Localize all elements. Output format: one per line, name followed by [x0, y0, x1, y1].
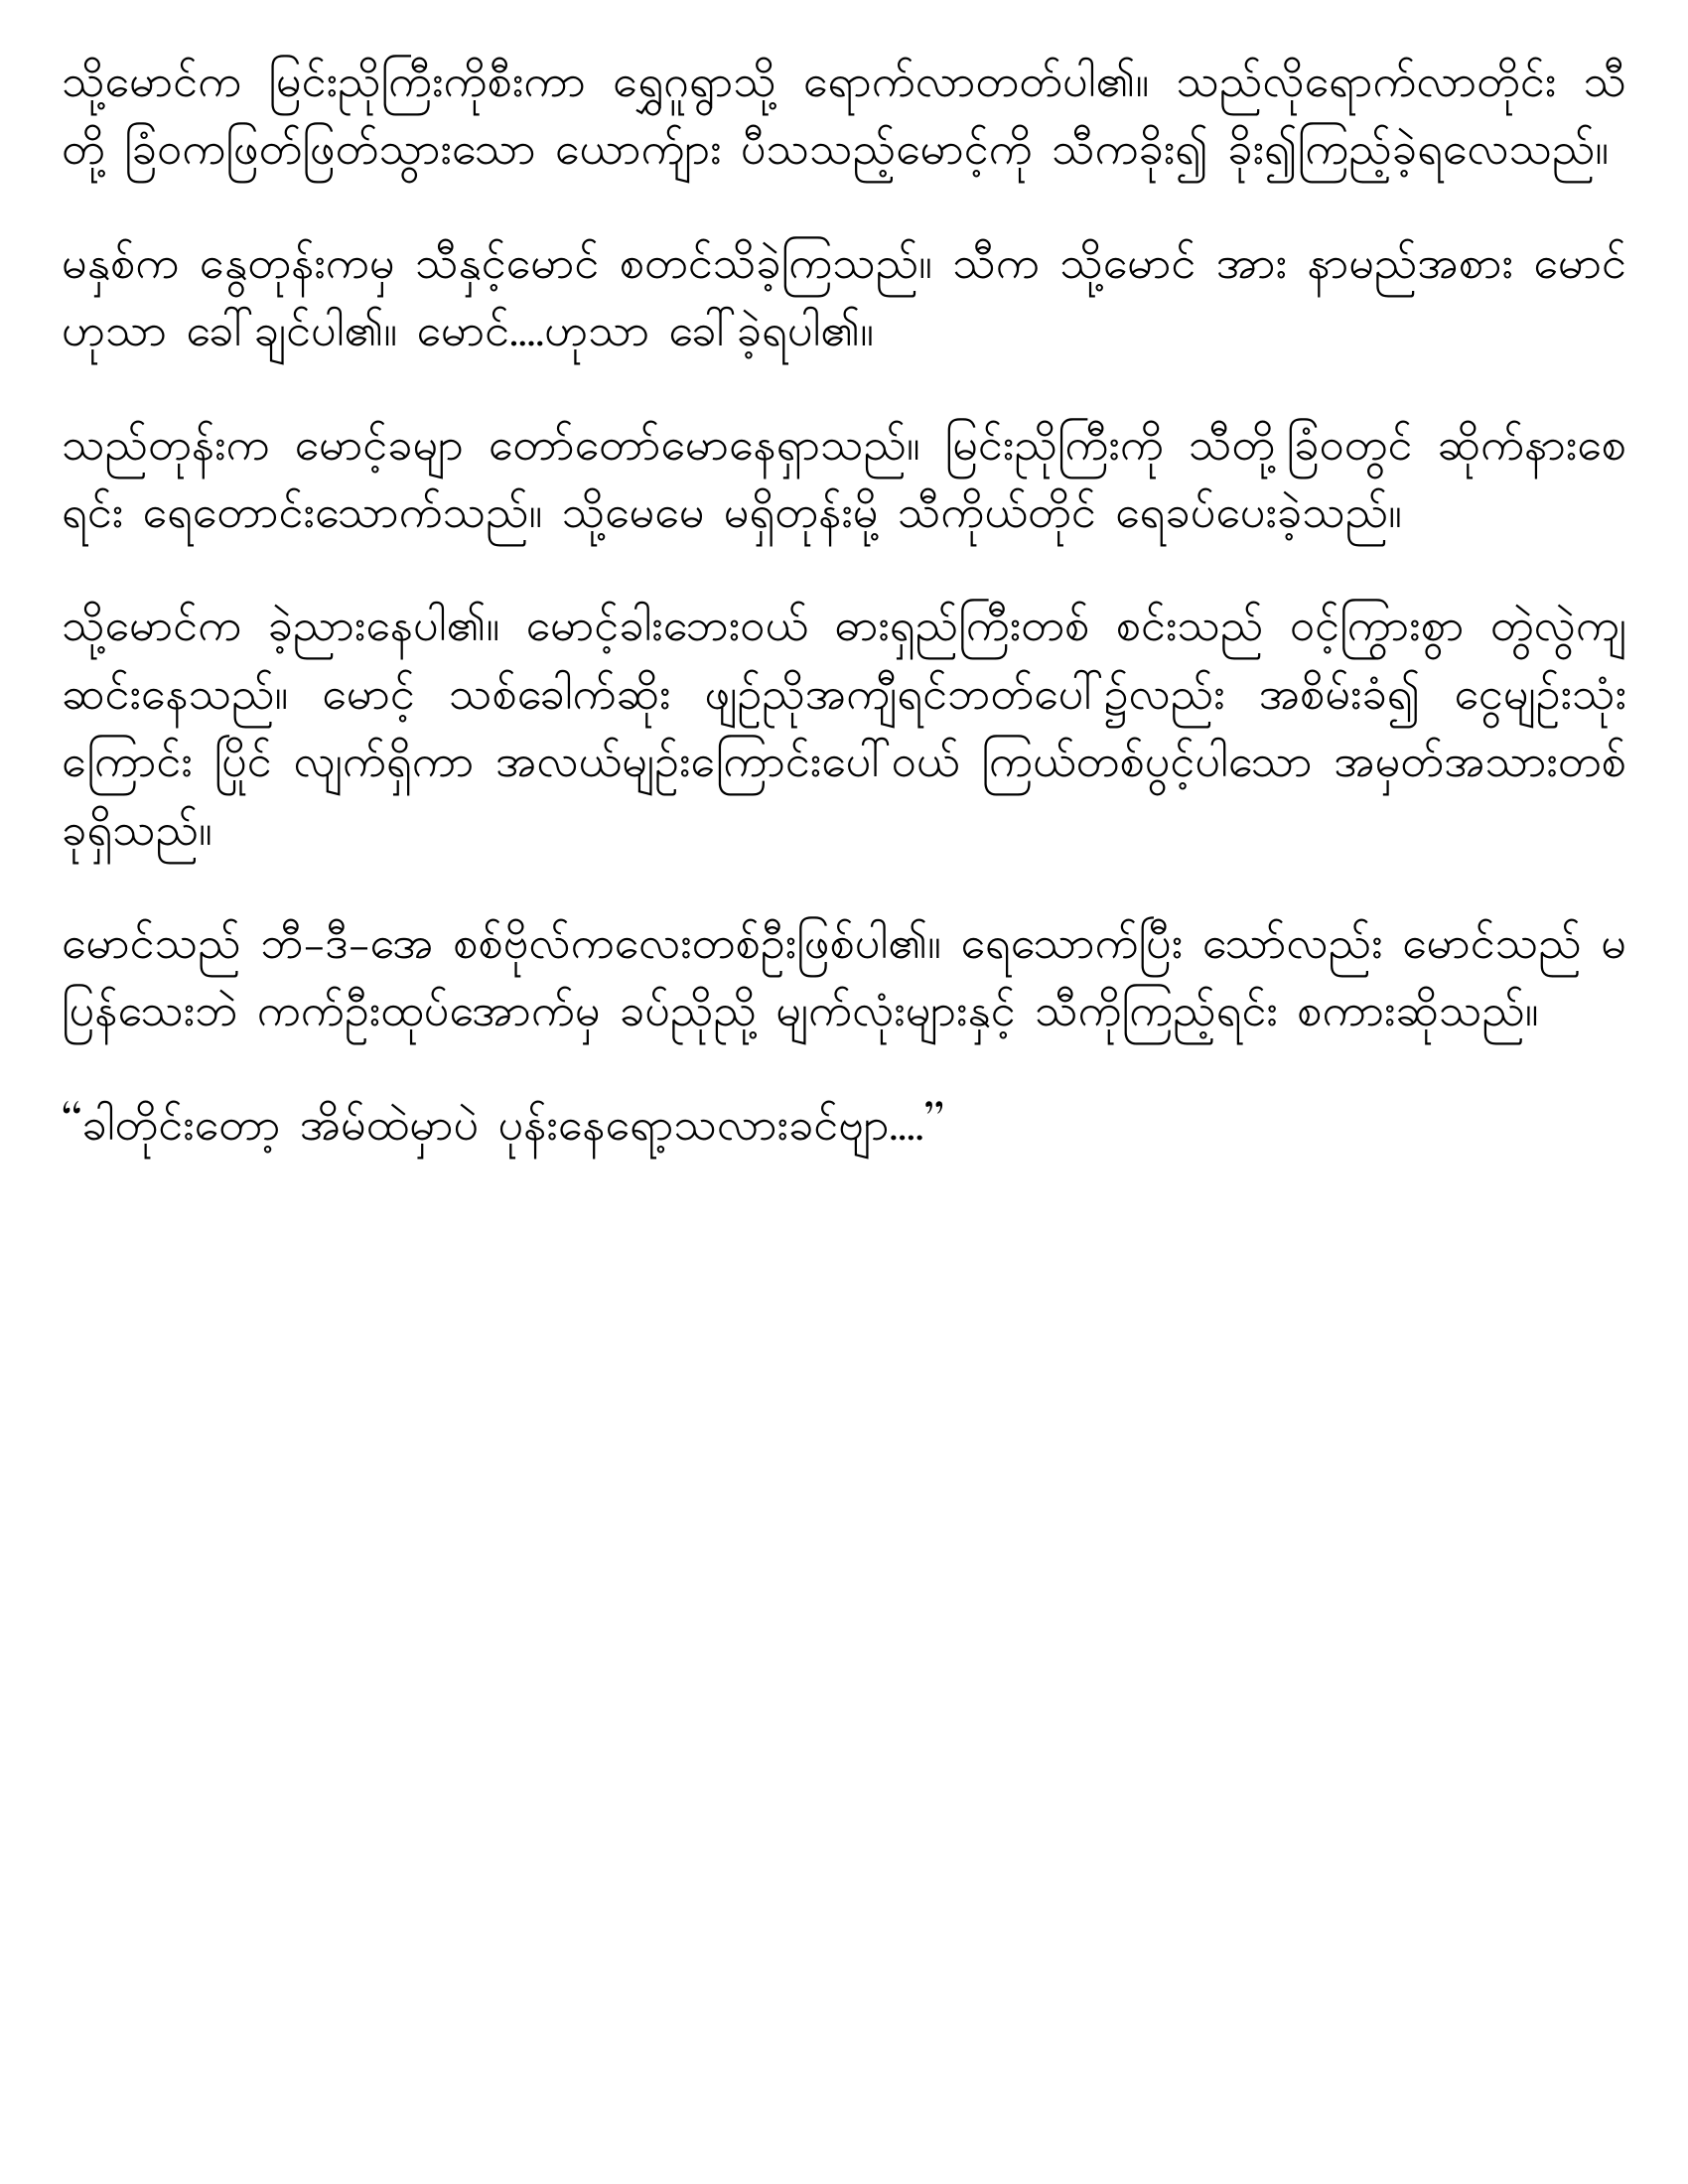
paragraph-6-dialogue: “ခါတိုင်းတော့ အိမ်ထဲမှာပဲ ပုန်းနေရော့သလားခင်ဗျာ....”: [62, 1095, 944, 1161]
paragraph-2: မနှစ်က နွေတုန်းကမှ သီနှင့်မောင် စတင်သိခဲ့ကြသည်။ သီက သို့မောင် အား နာမည်အစား မောင် ဟုသာ ခေါ်ချင်ပါ၏။ မောင်....ဟုသာ ခေါ်ခဲ့ရပါ၏။: [62, 233, 1626, 368]
paragraph-5: မောင်သည် ဘီ-ဒီ-အေ စစ်ဗိုလ်ကလေးတစ်ဦးဖြစ်ပါ၏။ ရေသောက်ပြီး သော်လည်း မောင်သည် မပြန်သေးဘဲ ကက်ဦးထုပ်အောက်မှ ခပ်ညိုညို့ မျက်လုံးများနှင့် သီကိုကြည့်ရင်း စကားဆိုသည်။: [62, 913, 1626, 1048]
document-body: [62, 52, 1626, 1162]
paragraph-3: သည်တုန်းက မောင့်ခမျာ တော်တော်မောနေရှာသည်။ မြင်းညိုကြီးကို သီတို့ခြံဝတွင် ဆိုက်နားစေရင်း ရေတောင်းသောက်သည်။ သို့မေမေ မရှိတုန်းမို့ သီကိုယ်တိုင် ရေခပ်ပေးခဲ့သည်။: [62, 415, 1626, 549]
paragraph-4: သို့မောင်က ခဲ့ညားနေပါ၏။ မောင့်ခါးဘေးဝယ် ဓားရှည်ကြီးတစ် စင်းသည် ဝင့်ကြွားစွာ တွဲလွဲကျဆင်းနေသည်။ မောင့် သစ်ခေါက်ဆိုး ဖျဉ်ညိုအကျီရင်ဘတ်ပေါ်၌လည်း အစိမ်းခံ၍ ငွေမျဉ်းသုံးကြောင်း ပြိုင် လျက်ရှိကာ အလယ်မျဉ်းကြောင်းပေါ်ဝယ် ကြယ်တစ်ပွင့်ပါသော အမှတ်အသားတစ်ခုရှိသည်။: [62, 597, 1626, 867]
paragraph-1: သို့မောင်က မြင်းညိုကြီးကိုစီးကာ ရွှေဂူရွာသို့ ရောက်လာတတ်ပါ၏။ သည်လိုရောက်လာတိုင်း သီတို့ ခြံဝကဖြတ်ဖြတ်သွားသော ယောက်ျား ပီသသည့်မောင့်ကို သီကခိုး၍ ခိုး၍ကြည့်ခဲ့ရလေသည်။: [62, 53, 1626, 187]
